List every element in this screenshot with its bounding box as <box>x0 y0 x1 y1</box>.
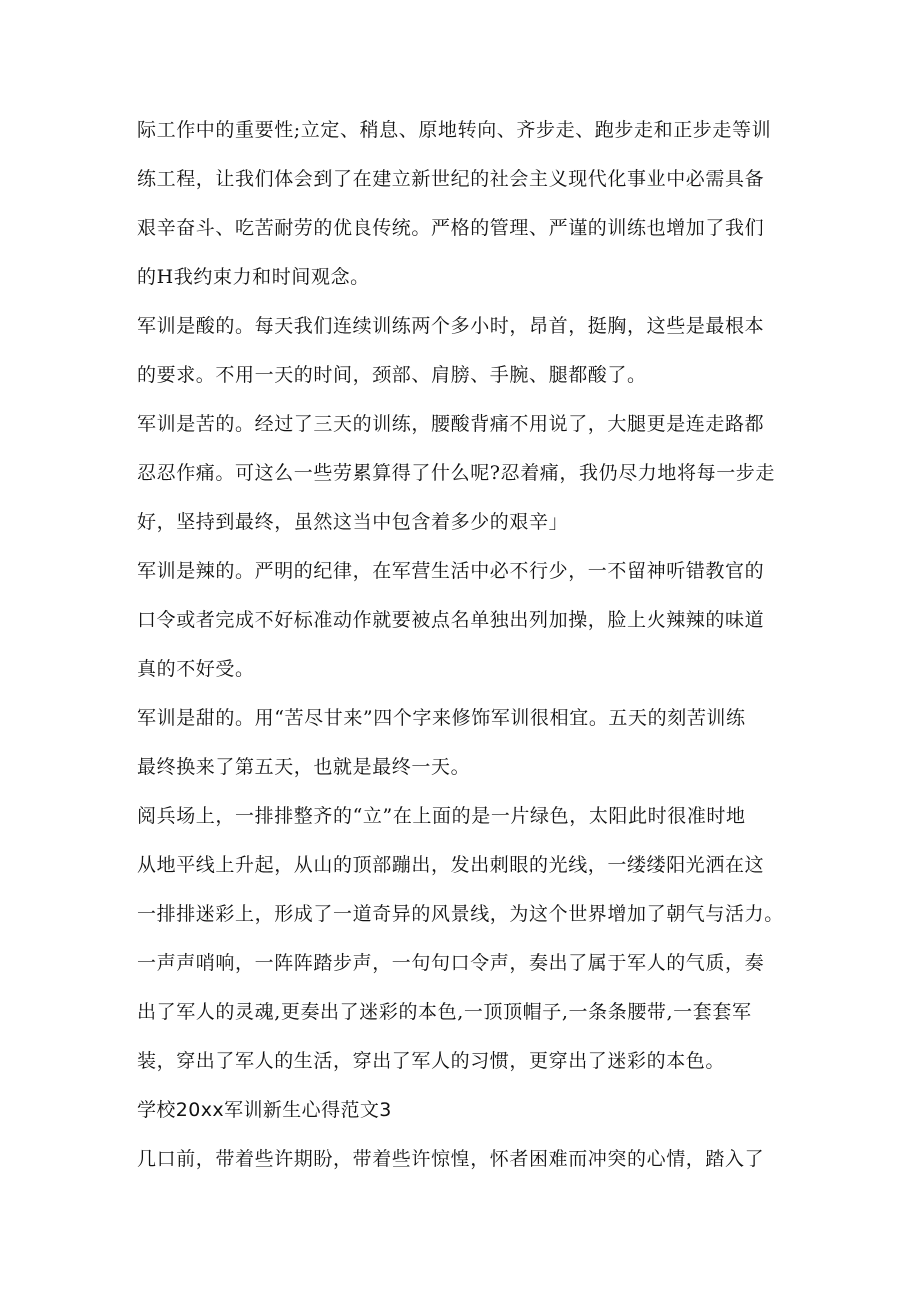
text-line: 装，穿出了军人的生活，穿出了军人的习惯，更穿出了迷彩的本色。 <box>137 1050 726 1072</box>
text-line: 一声声哨响，一阵阵踏步声，一句句口令声，奏出了属于军人的气质，奏 <box>137 952 765 974</box>
section-heading: 学校20xx军训新生心得范文3 <box>137 1099 392 1121</box>
text-line: 的H我约束力和时间观念。 <box>137 266 370 288</box>
text-line: 军训是甜的。用“苦尽甘来”四个字来修饰军训很相宜。五天的刻苦训练 <box>137 707 746 729</box>
text-line: 好，坚持到最终，虽然这当中包含着多少的艰辛」 <box>137 511 569 533</box>
text-line: 的要求。不用一天的时间，颈部、肩膀、手腕、腿都酸了。 <box>137 364 647 386</box>
text-line: 真的不好受。 <box>137 658 255 680</box>
text-line: 忍忍作痛。可这么一些劳累算得了什么呢?忍着痛，我仍尽力地将每一步走 <box>137 462 775 484</box>
text-line: 军训是辣的。严明的纪律，在军营生活中必不行少，一不留神听错教官的 <box>137 560 765 582</box>
text-line: 际工作中的重要性;立定、稍息、原地转向、齐步走、跑步走和正步走等训 <box>137 119 772 141</box>
text-line: 一排排迷彩上，形成了一道奇异的风景线，为这个世界增加了朝气与活力。 <box>137 903 784 925</box>
text-line: 军训是酸的。每天我们连续训练两个多小时，昂首，挺胸，这些是最根本 <box>137 315 765 337</box>
text-line: 最终换来了第五天，也就是最终一天。 <box>137 756 471 778</box>
text-line: 口令或者完成不好标准动作就要被点名单独出列加操，脸上火辣辣的味道 <box>137 609 765 631</box>
text-line: 军训是苦的。经过了三天的训练，腰酸背痛不用说了，大腿更是连走路都 <box>137 413 765 435</box>
text-line: 阅兵场上，一排排整齐的“立”在上面的是一片绿色，太阳此时很准时地 <box>137 805 746 827</box>
text-line: 从地平线上升起，从山的顶部蹦出，发出刺眼的光线，一缕缕阳光洒在这 <box>137 854 765 876</box>
text-line: 艰辛奋斗、吃苦耐劳的优良传统。严格的管理、严谨的训练也增加了我们 <box>137 217 765 239</box>
text-line: 几口前，带着些许期盼，带着些许惊惶，怀者困难而冲突的心情，踏入了 <box>137 1148 765 1170</box>
text-line: 练工程，让我们体会到了在建立新世纪的社会主义现代化事业中必需具备 <box>137 168 765 190</box>
text-line: 出了军人的灵魂,更奏出了迷彩的本色,一顶顶帽子,一条条腰带,一套套军 <box>137 1001 752 1023</box>
